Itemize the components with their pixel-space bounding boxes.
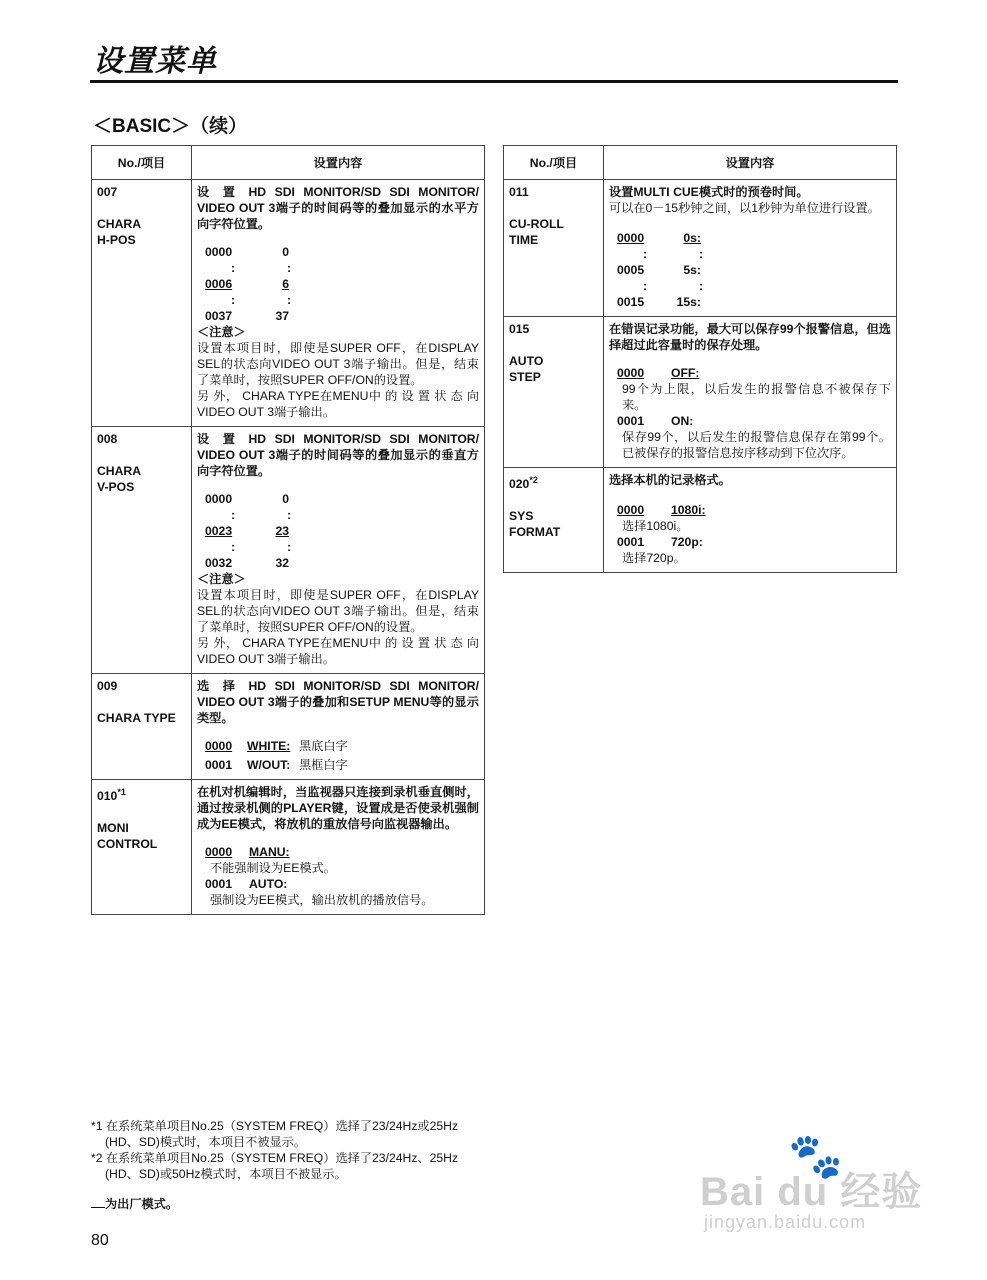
value-val: : — [698, 279, 703, 293]
note-text: 设置本项目时，即使是SUPER OFF，在DISPLAY SEL的状态向VIDEO OUT 3端子输出。但是，结束了菜单时，按照SUPER OFF/ON的设置。 — [197, 588, 479, 634]
item-lead: 选择本机的记录格式。 — [609, 473, 731, 487]
value-key: 0037 — [205, 309, 233, 323]
note-text: 设置本项目时，即使是SUPER OFF，在DISPLAY SEL的状态向VIDEO OUT 3端子输出。但是，结束了菜单时，按照SUPER OFF/ON的设置。 — [197, 341, 479, 387]
value-key: : — [230, 261, 236, 275]
item-code: 009 — [97, 679, 118, 693]
value-key: : — [230, 508, 236, 522]
option-desc: 黑底白字 — [299, 739, 348, 753]
option-label: W/OUT: — [247, 758, 291, 772]
factory-default-legend — [91, 1195, 178, 1212]
value-grid — [205, 491, 479, 571]
paw-icon: 🐾 — [788, 1132, 843, 1181]
note-title: ＜注意＞ — [197, 572, 246, 586]
item-name: CONTROL — [97, 837, 158, 852]
option-key: 0001 — [617, 535, 645, 549]
item-code: 015 — [509, 322, 530, 336]
table-row — [92, 427, 485, 674]
value-key: 0005 — [617, 263, 645, 277]
item-label — [92, 427, 192, 674]
option-desc: 黑框白字 — [299, 758, 348, 772]
item-lead: 设 置 HD SDI MONITOR/SD SDI MONITOR/ VIDEO OUT 3端子的时间码等的叠加显示的垂直方向字符位置。 — [197, 432, 479, 478]
value-val: 0 — [282, 245, 289, 259]
item-name: V-POS — [97, 480, 135, 494]
item-code: 010 — [97, 789, 118, 804]
right-settings-table — [503, 145, 897, 573]
option-desc: 选择720p。 — [622, 551, 686, 565]
item-name: TIME — [509, 233, 539, 247]
item-name: MONI — [97, 821, 129, 836]
item-name: FORMAT — [509, 525, 561, 540]
option-key-default: 0000 — [617, 366, 645, 380]
option-list — [617, 365, 891, 461]
value-val-default: 23 — [275, 524, 289, 538]
item-name: SYS — [509, 509, 534, 524]
value-key: 0032 — [205, 556, 233, 570]
option-key: 0001 — [205, 758, 233, 772]
value-key: : — [230, 293, 236, 307]
option-desc: 强制设为EE模式，输出放机的播放信号。 — [210, 893, 434, 907]
option-key-default: 0000 — [205, 739, 233, 753]
item-code: 007 — [97, 185, 118, 199]
option-label-default: WHITE: — [247, 739, 291, 753]
watermark-main: Bai du 经验 — [700, 1170, 923, 1214]
item-description — [604, 180, 897, 317]
value-val: : — [286, 293, 291, 307]
item-lead: 设置MULTI CUE模式时的预卷时间。 — [609, 185, 809, 199]
value-key: 0015 — [617, 295, 645, 309]
option-label: ON: — [671, 414, 694, 428]
option-label: AUTO: — [249, 877, 288, 891]
note-title: ＜注意＞ — [197, 325, 246, 339]
option-key: 0001 — [617, 414, 645, 428]
underline-mark — [91, 1195, 105, 1208]
footnote-2-cont: (HD、SD)或50Hz模式时，本项目不被显示。 — [105, 1167, 347, 1181]
item-description — [604, 468, 897, 573]
item-label — [504, 180, 604, 317]
item-lead: 设 置 HD SDI MONITOR/SD SDI MONITOR/ VIDEO OUT 3端子的时间码等的叠加显示的水平方向字符位置。 — [197, 185, 479, 231]
value-grid — [617, 230, 891, 310]
item-name: CHARA — [97, 464, 142, 478]
option-desc: 选择1080i。 — [622, 519, 689, 533]
value-val: 5s: — [683, 263, 701, 277]
header-desc: 设置内容 — [192, 146, 485, 180]
value-val-default: 0s: — [683, 231, 701, 245]
item-label — [504, 468, 604, 573]
value-key: : — [642, 247, 648, 261]
item-label — [92, 780, 192, 915]
value-val: : — [286, 540, 291, 554]
option-list — [205, 738, 479, 773]
footnote-2: *2 在系统菜单项目No.25（SYSTEM FREQ）选择了23/24Hz、25Hz — [91, 1151, 459, 1165]
table-row — [92, 780, 485, 915]
item-label — [92, 674, 192, 780]
header-no: No./项目 — [92, 146, 192, 180]
item-name: AUTO — [509, 354, 544, 368]
table-row — [504, 180, 897, 317]
option-label-default: MANU: — [249, 845, 290, 859]
table-row — [504, 317, 897, 468]
footnotes — [91, 1118, 491, 1182]
option-label-default: 1080i: — [671, 503, 706, 517]
footnote-1: *1 在系统菜单项目No.25（SYSTEM FREQ）选择了23/24Hz或25Hz — [91, 1119, 459, 1133]
footnote-marker: *2 — [529, 475, 538, 485]
option-list — [617, 502, 891, 566]
option-desc: 99个为上限，以后发生的报警信息不被保存下来。 — [622, 382, 891, 412]
option-label: 720p: — [671, 535, 703, 549]
header-no: No./项目 — [504, 146, 604, 180]
item-description — [192, 427, 485, 674]
value-val: : — [698, 247, 703, 261]
value-val: 32 — [275, 556, 289, 570]
item-lead: 在机对机编辑时，当监视器只连接到录机垂直侧时，通过按录机侧的PLAYER键，设置成是否使录机强制成为EE模式，将放机的重放信号向监视器输出。 — [197, 785, 479, 831]
value-key-default: 0006 — [205, 277, 233, 291]
item-label — [504, 317, 604, 468]
value-grid — [205, 244, 479, 324]
value-key: : — [642, 279, 648, 293]
item-name: STEP — [509, 370, 541, 384]
watermark-sub: jingyan.baidu.com — [704, 1212, 867, 1232]
value-val-default: 6 — [282, 277, 289, 291]
watermark — [700, 1130, 940, 1240]
value-val: 37 — [275, 309, 289, 323]
item-description — [604, 317, 897, 468]
value-key-default: 0023 — [205, 524, 233, 538]
item-name: H-POS — [97, 233, 136, 247]
item-lead: 在错误记录功能，最大可以保存99个报警信息，但选择超过此容量时的保存处理。 — [609, 322, 891, 352]
item-lead: 选 择 HD SDI MONITOR/SD SDI MONITOR/ VIDEO OUT 3端子的叠加和SETUP MENU等的显示类型。 — [197, 679, 479, 725]
value-key: : — [230, 540, 236, 554]
value-key-default: 0000 — [617, 231, 645, 245]
item-code: 011 — [509, 185, 529, 199]
value-val: : — [286, 261, 291, 275]
item-code: 008 — [97, 432, 118, 446]
item-text: 可以在0－15秒钟之间，以1秒钟为单位进行设置。 — [609, 201, 880, 215]
table-row — [92, 674, 485, 780]
option-key-default: 0000 — [205, 845, 233, 859]
option-key-default: 0000 — [617, 503, 645, 517]
table-row — [504, 468, 897, 573]
note-text: 另 外， CHARA TYPE在MENU中 的 设 置 状 态 向 VIDEO OUT 3端子输出。 — [197, 636, 479, 666]
header-desc: 设置内容 — [604, 146, 897, 180]
footnote-marker: *1 — [117, 787, 126, 797]
value-key: 0000 — [205, 245, 233, 259]
item-name: CU-ROLL — [509, 217, 564, 231]
value-val: : — [286, 508, 291, 522]
option-desc: 不能强制设为EE模式。 — [210, 861, 336, 875]
page-title: 设置菜单 — [93, 45, 217, 78]
page-number: 80 — [91, 1232, 109, 1249]
value-key: 0000 — [205, 492, 233, 506]
item-label — [92, 180, 192, 427]
note-text: 另 外， CHARA TYPE在MENU中 的 设 置 状 态 向 VIDEO OUT 3端子输出。 — [197, 389, 479, 419]
title-rule — [90, 80, 898, 83]
section-subtitle: ＜BASIC＞（续） — [93, 116, 248, 137]
table-row — [92, 180, 485, 427]
item-name: CHARA TYPE — [97, 711, 176, 725]
footnote-1-cont: (HD、SD)模式时，本项目不被显示。 — [105, 1135, 307, 1149]
value-val: 0 — [282, 492, 289, 506]
option-key: 0001 — [205, 877, 233, 891]
option-label-default: OFF: — [671, 366, 700, 380]
value-val: 15s: — [676, 295, 701, 309]
left-settings-table — [91, 145, 485, 915]
option-desc: 保存99个，以后发生的报警信息保存在第99个。已被保存的报警信息按序移动到下位次序。 — [622, 430, 891, 460]
item-description — [192, 180, 485, 427]
item-code: 020 — [509, 477, 530, 492]
factory-default-text: 为出厂模式。 — [105, 1197, 179, 1211]
item-name: CHARA — [97, 217, 142, 231]
item-description — [192, 674, 485, 780]
option-list — [205, 844, 479, 908]
item-description — [192, 780, 485, 915]
